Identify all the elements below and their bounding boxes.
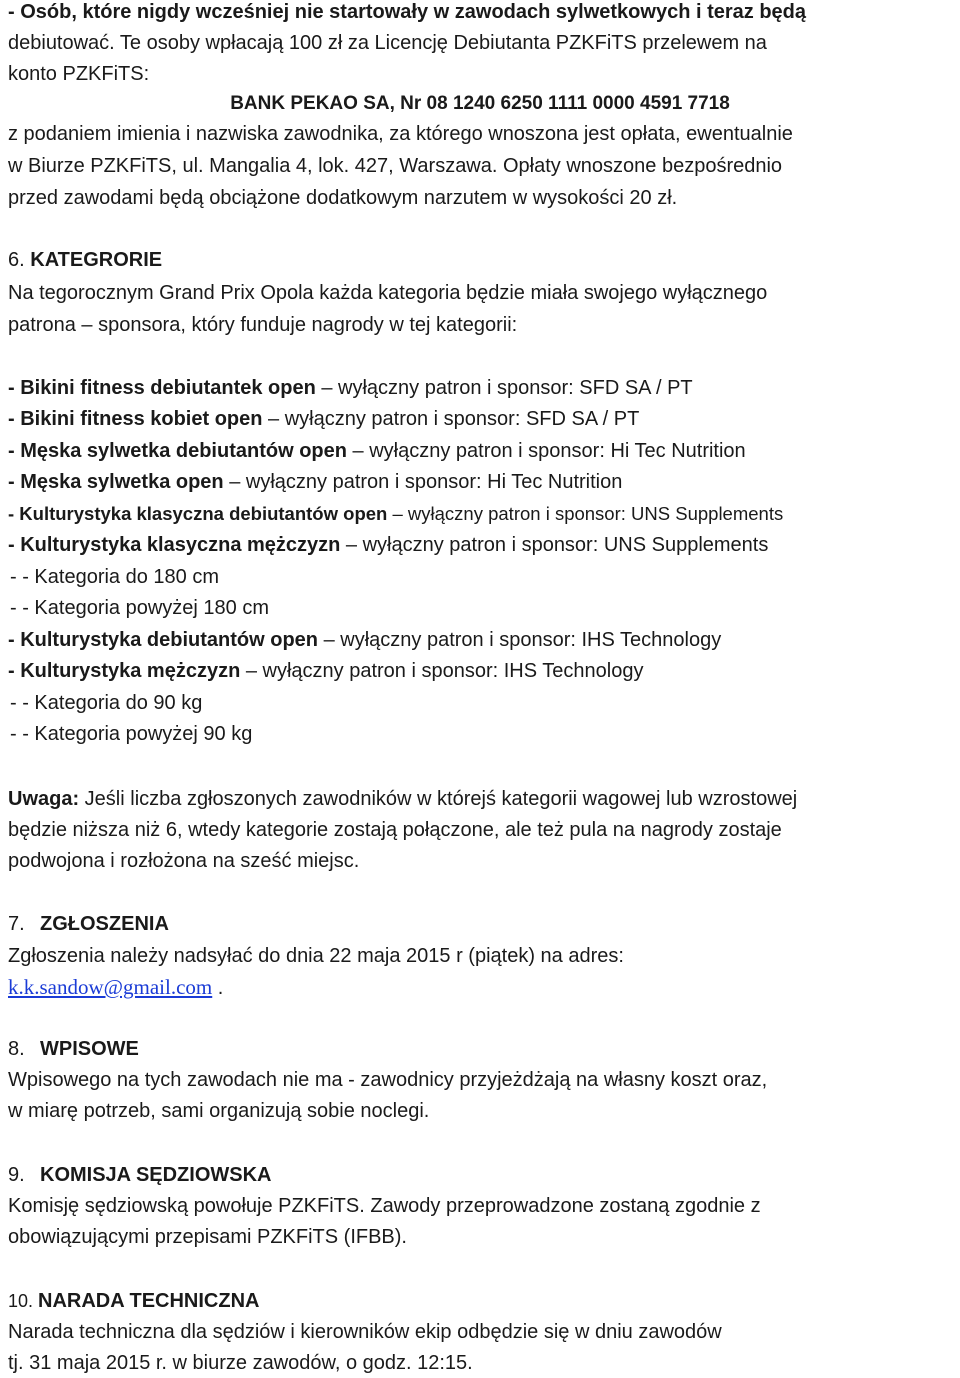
note-line-2: będzie niższa niż 6, wtedy kategorie zostają połączone, ale też pula na nagrody zostaje bbox=[8, 819, 782, 841]
note-text: Jeśli liczba zgłoszonych zawodników w którejś kategorii wagowej lub wzrostowej bbox=[79, 788, 798, 810]
category-line bbox=[8, 628, 721, 652]
note-line-3: podwojona i rozłożona na sześć miejsc. bbox=[8, 850, 360, 872]
s8-line-2: w miarę potrzeb, sami organizują sobie noclegi. bbox=[8, 1100, 430, 1122]
category-line bbox=[8, 659, 643, 683]
category-line bbox=[8, 502, 783, 526]
bank-account: BANK PEKAO SA, Nr 08 1240 6250 1111 0000 4591 7718 bbox=[230, 93, 730, 114]
category-name: - Bikini fitness debiutantek open bbox=[8, 377, 316, 399]
subcategory-line: - - Kategoria do 180 cm bbox=[10, 566, 219, 588]
note-label: Uwaga: bbox=[8, 788, 80, 810]
s6-number: 6. bbox=[8, 249, 25, 271]
s10-number: 10. bbox=[8, 1291, 34, 1311]
s9-line-1: Komisję sędziowską powołuje PZKFiTS. Zawody przeprowadzone zostaną zgodnie z bbox=[8, 1195, 761, 1217]
s5-line-7: przed zawodami będą obciążone dodatkowym narzutem w wysokości 20 zł. bbox=[8, 187, 678, 209]
category-line bbox=[8, 439, 746, 463]
s5-line-5: z podaniem imienia i nazwiska zawodnika, za którego wnoszona jest opłata, ewentualnie bbox=[8, 123, 793, 145]
s6-paragraph-1: Na tegorocznym Grand Prix Opola każda kategoria będzie miała swojego wyłącznego bbox=[8, 282, 768, 304]
category-name: - Bikini fitness kobiet open bbox=[8, 408, 263, 430]
category-patron: – wyłączny patron i sponsor: IHS Technology bbox=[240, 660, 644, 682]
s8-heading bbox=[8, 1037, 139, 1061]
s5-line-2: debiutować. Te osoby wpłacają 100 zł za Licencję Debiutanta PZKFiTS przelewem na bbox=[8, 32, 767, 54]
s6-heading bbox=[8, 248, 162, 272]
s7-line-1: Zgłoszenia należy nadsyłać do dnia 22 maja 2015 r (piątek) na adres: bbox=[8, 945, 624, 967]
s5-line-1-text: - Osób, które nigdy wcześniej nie startowały w zawodach sylwetkowych i teraz będą bbox=[8, 1, 807, 23]
category-patron: – wyłączny patron i sponsor: UNS Supplements bbox=[340, 534, 769, 556]
category-name: - Męska sylwetka debiutantów open bbox=[8, 440, 347, 462]
s8-title: WPISOWE bbox=[40, 1038, 139, 1060]
s9-title: KOMISJA SĘDZIOWSKA bbox=[40, 1164, 272, 1186]
category-patron: – wyłączny patron i sponsor: UNS Supplements bbox=[387, 503, 784, 524]
category-line bbox=[8, 407, 639, 431]
s10-heading bbox=[8, 1289, 259, 1313]
category-name: - Kulturystyka klasyczna mężczyzn bbox=[8, 534, 341, 556]
note-line-1 bbox=[8, 787, 797, 811]
s8-line-1: Wpisowego na tych zawodach nie ma - zawodnicy przyjeżdżają na własny koszt oraz, bbox=[8, 1069, 768, 1091]
s7-line-2 bbox=[8, 975, 223, 1000]
category-name: - Męska sylwetka open bbox=[8, 471, 224, 493]
s10-line-2: tj. 31 maja 2015 r. w biurze zawodów, o godz. 12:15. bbox=[8, 1352, 473, 1374]
category-patron: – wyłączny patron i sponsor: IHS Technology bbox=[318, 629, 722, 651]
s10-line-1: Narada techniczna dla sędziów i kierowników ekip odbędzie się w dniu zawodów bbox=[8, 1321, 722, 1343]
s10-title: NARADA TECHNICZNA bbox=[38, 1290, 260, 1312]
s7-title: ZGŁOSZENIA bbox=[40, 913, 169, 935]
s6-paragraph-2: patrona – sponsora, który funduje nagrody w tej kategorii: bbox=[8, 314, 518, 336]
s5-line-6: w Biurze PZKFiTS, ul. Mangalia 4, lok. 427, Warszawa. Opłaty wnoszone bezpośrednio bbox=[8, 155, 783, 177]
s8-number: 8. bbox=[8, 1038, 25, 1060]
s5-line-3: konto PZKFiTS: bbox=[8, 63, 150, 85]
category-line bbox=[8, 376, 693, 400]
category-name: - Kulturystyka klasyczna debiutantów open bbox=[8, 503, 388, 524]
subcategory-line: - - Kategoria powyżej 180 cm bbox=[10, 597, 270, 619]
email-suffix: . bbox=[212, 977, 224, 999]
email-link[interactable]: k.k.sandow@gmail.com bbox=[8, 975, 213, 999]
s9-number: 9. bbox=[8, 1164, 25, 1186]
category-sponsor: Hi Tec Nutrition bbox=[487, 471, 623, 493]
subcategory-line: - - Kategoria powyżej 90 kg bbox=[10, 723, 253, 745]
category-patron: – wyłączny patron i sponsor: bbox=[346, 440, 611, 462]
s9-heading bbox=[8, 1163, 272, 1187]
category-patron: – wyłączny patron i sponsor: bbox=[223, 471, 488, 493]
s9-line-2: obowiązującymi przepisami PZKFiTS (IFBB). bbox=[8, 1226, 407, 1248]
s7-heading bbox=[8, 912, 169, 936]
category-line bbox=[8, 533, 768, 557]
subcategory-line: - - Kategoria do 90 kg bbox=[10, 692, 203, 714]
s6-title: KATEGRORIE bbox=[30, 249, 163, 271]
category-name: - Kulturystyka debiutantów open bbox=[8, 629, 319, 651]
category-line bbox=[8, 470, 622, 494]
category-sponsor: Hi Tec Nutrition bbox=[610, 440, 746, 462]
category-name: - Kulturystyka mężczyzn bbox=[8, 660, 241, 682]
category-patron: – wyłączny patron i sponsor: SFD SA / PT bbox=[315, 377, 693, 399]
s5-line-1 bbox=[8, 0, 806, 24]
category-patron: – wyłączny patron i sponsor: SFD SA / PT bbox=[262, 408, 640, 430]
s7-number: 7. bbox=[8, 913, 25, 935]
